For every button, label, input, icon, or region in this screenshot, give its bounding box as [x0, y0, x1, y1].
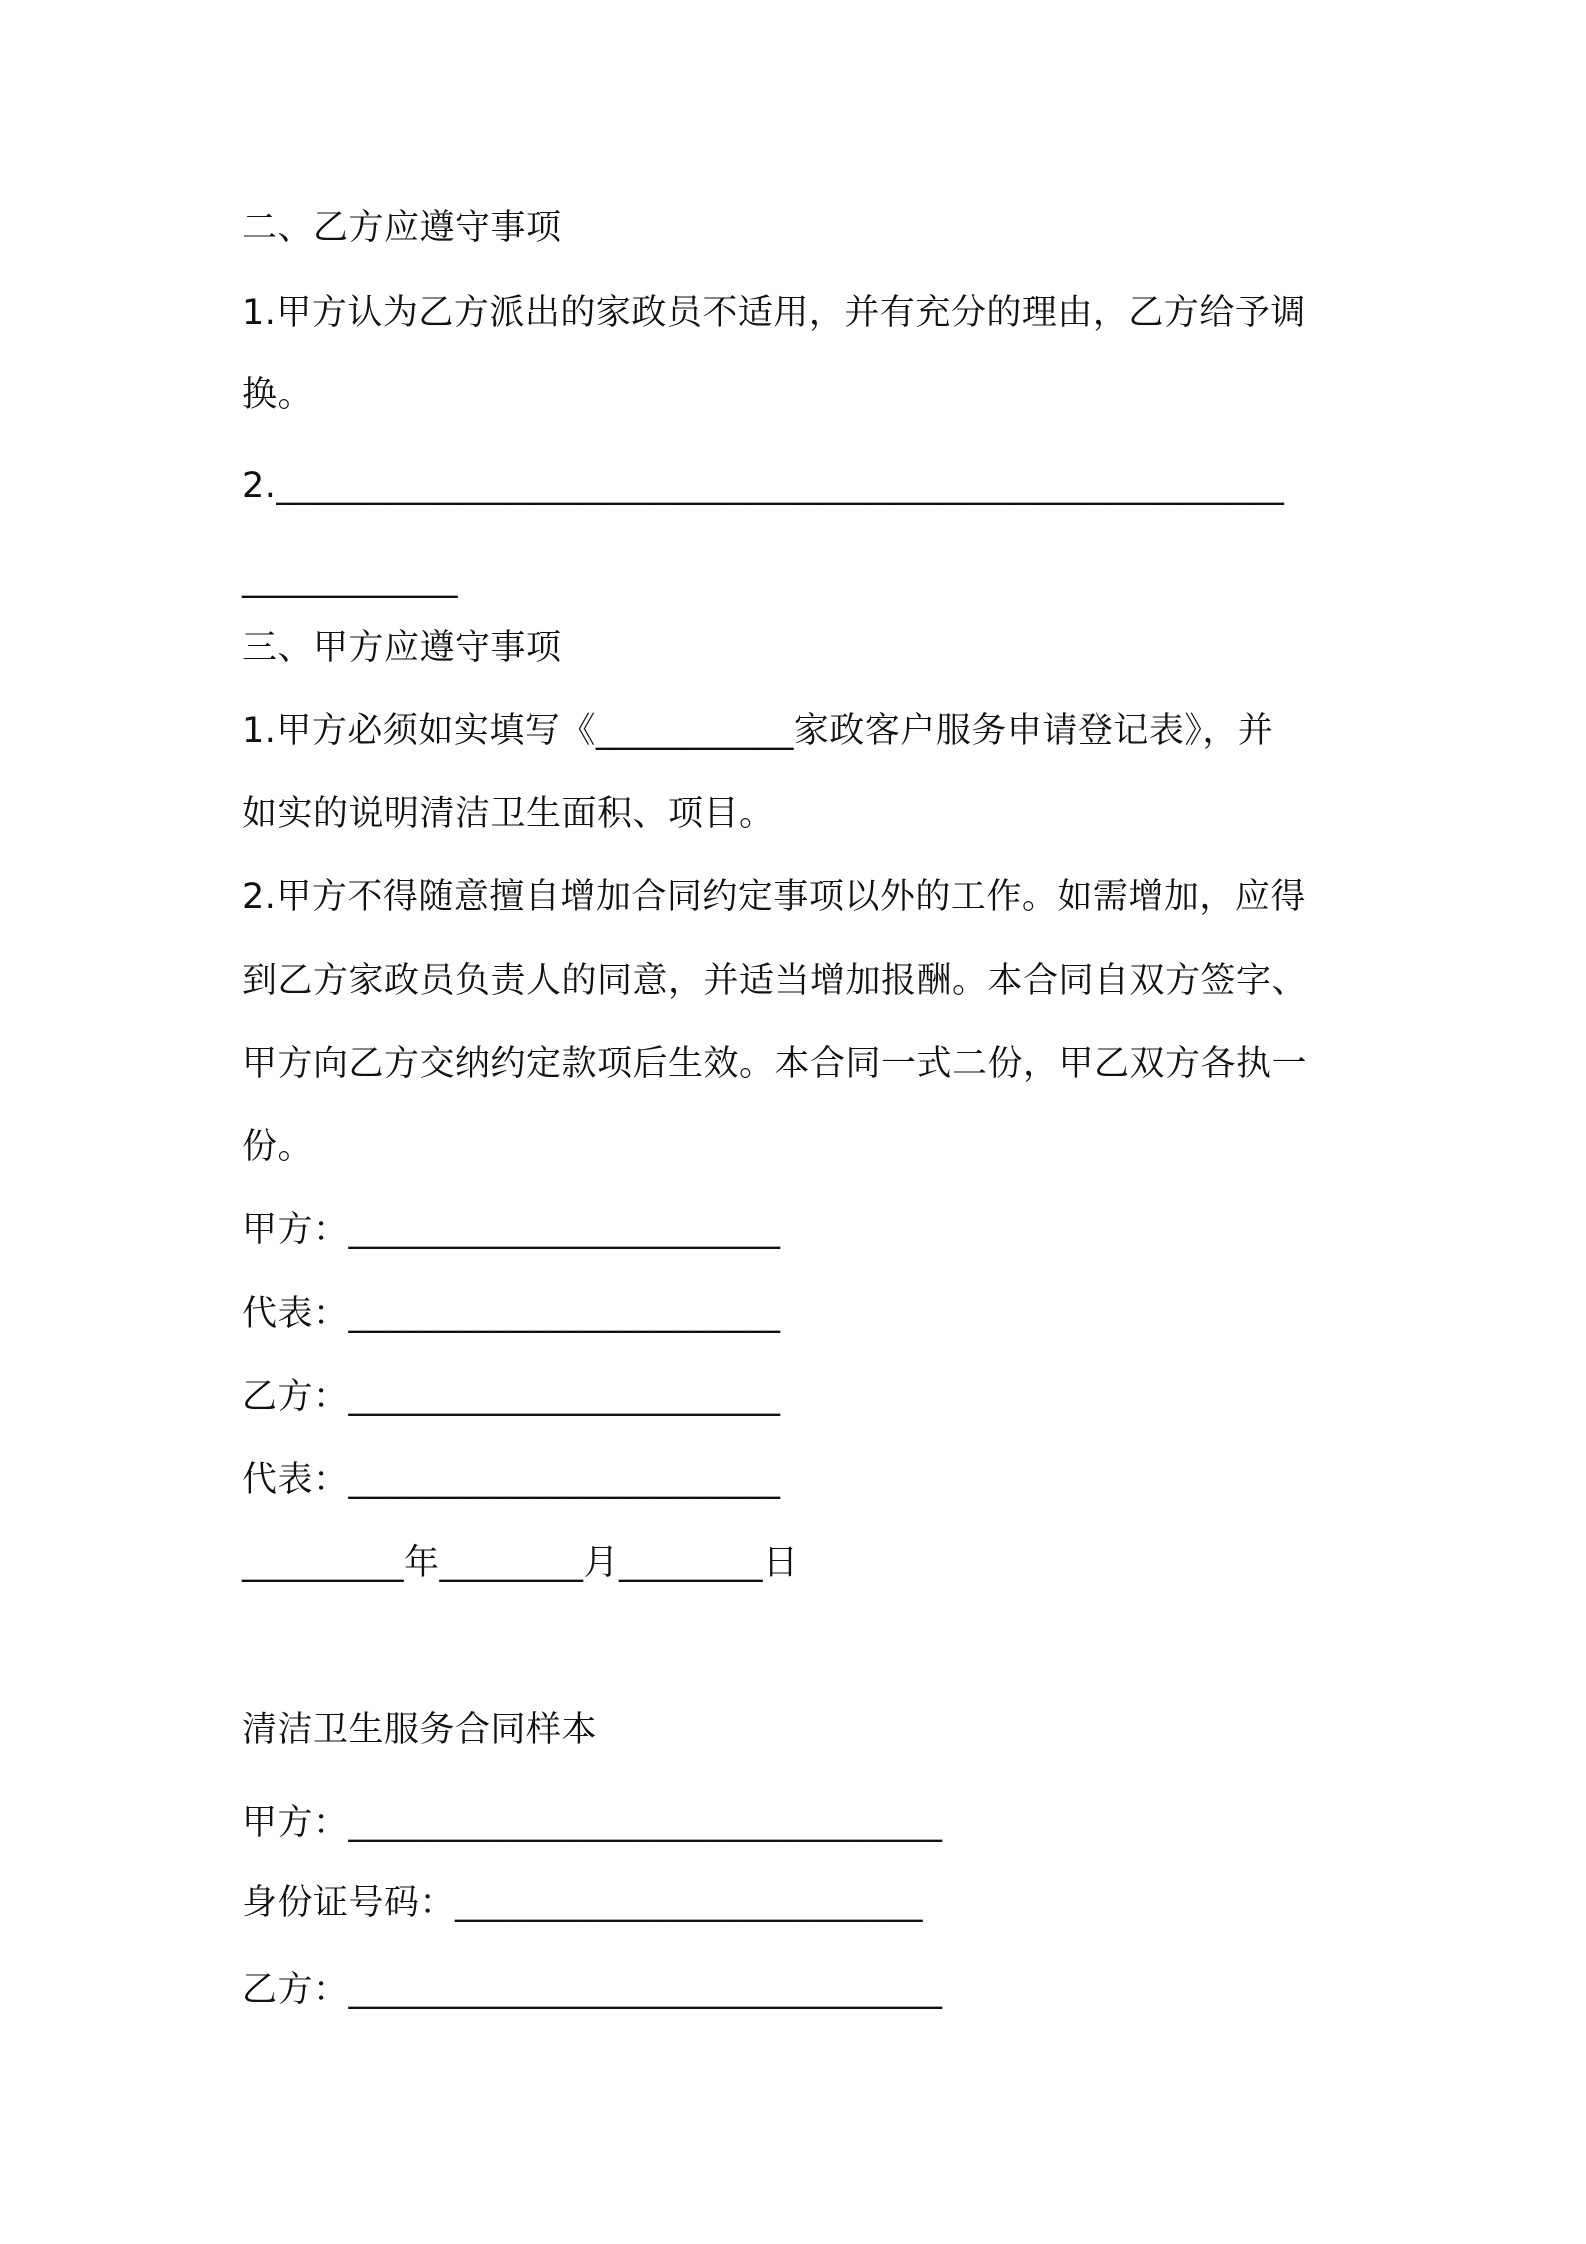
signature-party-b: 乙方：________________________: [242, 1377, 781, 1417]
blank-line: 2.________________________________________________________: [242, 466, 1285, 506]
signature-party-a: 甲方：________________________: [242, 1210, 781, 1250]
sample-id-number: 身份证号码：__________________________: [242, 1883, 924, 1923]
paragraph-line: 甲方向乙方交纳约定款项后生效。本合同一式二份，甲乙双方各执一: [242, 1044, 1308, 1084]
signature-representative-a: 代表：________________________: [242, 1294, 781, 1334]
paragraph-line: 1.甲方必须如实填写《___________家政客户服务申请登记表》，并: [242, 711, 1274, 751]
sample-party-b: 乙方：_________________________________: [242, 1970, 943, 2010]
sample-contract-title: 清洁卫生服务合同样本: [242, 1710, 598, 1750]
signature-date: _________年________月________日: [242, 1543, 799, 1583]
paragraph-line: 2.甲方不得随意擅自增加合同约定事项以外的工作。如需增加，应得: [242, 877, 1306, 917]
paragraph-line: 换。: [242, 375, 314, 415]
paragraph-line: 如实的说明清洁卫生面积、项目。: [242, 794, 775, 834]
blank-line: ____________: [242, 559, 458, 599]
paragraph-line: 1.甲方认为乙方派出的家政员不适用，并有充分的理由，乙方给予调: [242, 293, 1306, 333]
signature-representative-b: 代表：________________________: [242, 1460, 781, 1500]
section-heading-party-a-obligations: 三、甲方应遵守事项: [242, 628, 562, 668]
sample-party-a: 甲方：_________________________________: [242, 1803, 943, 1843]
paragraph-line: 份。: [242, 1127, 314, 1167]
paragraph-line: 到乙方家政员负责人的同意，并适当增加报酬。本合同自双方签字、: [242, 961, 1308, 1001]
section-heading-party-b-obligations: 二、乙方应遵守事项: [242, 208, 562, 248]
